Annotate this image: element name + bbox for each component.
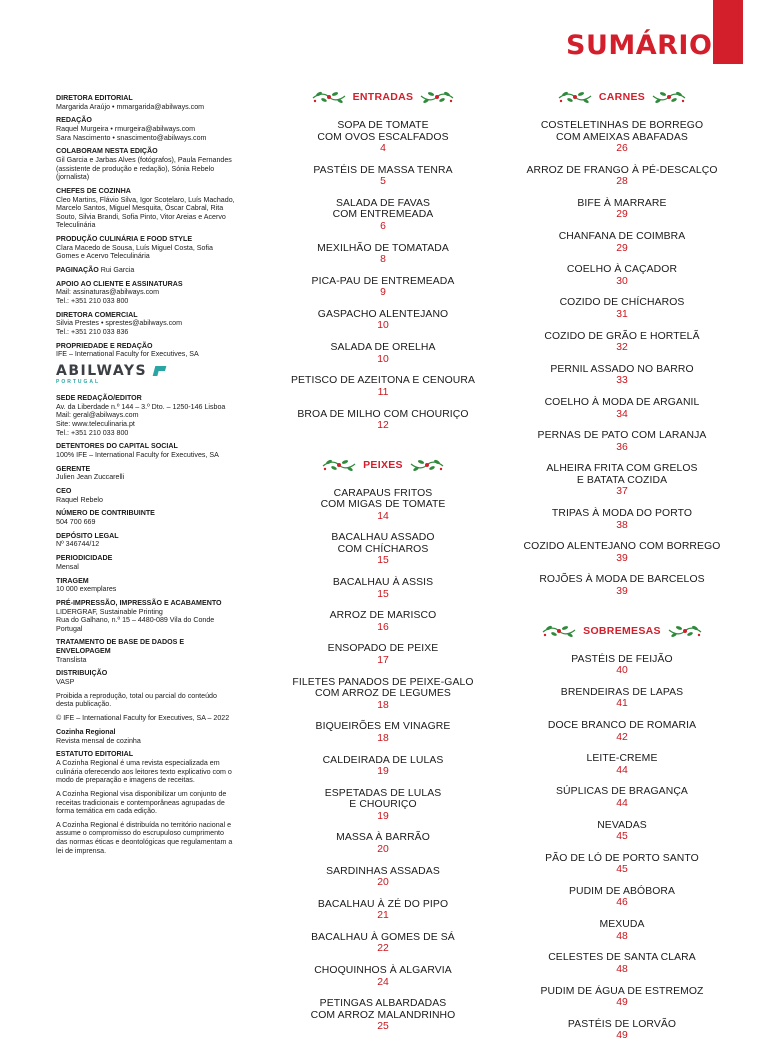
recipe-name: PASTÉIS DE LORVÃO bbox=[567, 1018, 677, 1030]
recipe-name: GASPACHO ALENTEJANO bbox=[317, 308, 449, 320]
masthead-block bbox=[56, 147, 236, 181]
toc-item bbox=[507, 654, 737, 677]
masthead-label: ESTATUTO EDITORIAL bbox=[56, 750, 134, 759]
toc-item bbox=[507, 853, 737, 876]
toc-item bbox=[507, 397, 737, 420]
masthead-label: DISTRIBUIÇÃO bbox=[56, 669, 108, 678]
recipe-name: BACALHAU ASSADO COM CHÍCHAROS bbox=[331, 532, 435, 555]
masthead-text: A Cozinha Regional é uma revista especializada em culinária oferecendo aos leitores texto explicativo com o modo de preparação e imagens de receitas. bbox=[56, 758, 232, 785]
recipe-name: SOPA DE TOMATE COM OVOS ESCALFADOS bbox=[317, 120, 449, 143]
page-title: SUMÁRIO bbox=[566, 30, 713, 61]
page-number: 28 bbox=[616, 176, 628, 188]
masthead-block bbox=[56, 790, 236, 816]
masthead-label: Cozinha Regional bbox=[56, 727, 116, 736]
masthead-text: Clara Macedo de Sousa, Luís Miguel Costa, Sofia Gomes e Acervo Teleculinária bbox=[56, 243, 213, 261]
recipe-name: CELESTES DE SANTA CLARA bbox=[548, 952, 696, 964]
page-number: 19 bbox=[377, 810, 389, 822]
page-number: 32 bbox=[616, 342, 628, 354]
toc-item bbox=[268, 309, 498, 332]
masthead-block bbox=[56, 554, 236, 571]
toc-column-1 bbox=[268, 86, 498, 1043]
page-number: 5 bbox=[380, 176, 386, 188]
toc-item bbox=[507, 919, 737, 942]
recipe-name: ALHEIRA FRITA COM GRELOS E BATATA COZIDA bbox=[546, 463, 698, 486]
masthead-label: TIRAGEM bbox=[56, 576, 89, 585]
page-number: 37 bbox=[616, 486, 628, 498]
masthead-block bbox=[56, 669, 236, 686]
recipe-name: SALADA DE ORELHA bbox=[330, 342, 436, 354]
recipe-name: PASTÉIS DE MASSA TENRA bbox=[313, 164, 453, 176]
toc-item bbox=[268, 610, 498, 633]
masthead-block bbox=[56, 280, 236, 306]
toc-item bbox=[268, 998, 498, 1033]
recipe-name: PASTÉIS DE FEIJÃO bbox=[571, 653, 673, 665]
masthead-block bbox=[56, 187, 236, 230]
masthead-block bbox=[56, 342, 236, 359]
masthead-block bbox=[56, 487, 236, 504]
masthead-block bbox=[56, 821, 236, 855]
masthead-block bbox=[56, 311, 236, 337]
recipe-name: MEXUDA bbox=[599, 919, 645, 931]
page-number: 24 bbox=[377, 976, 389, 988]
page-number: 12 bbox=[377, 420, 389, 431]
masthead-label: PRODUÇÃO CULINÁRIA E FOOD STYLE bbox=[56, 235, 193, 244]
recipe-name: PERNIL ASSADO NO BARRO bbox=[550, 363, 694, 375]
toc-item bbox=[507, 687, 737, 710]
masthead-block bbox=[56, 465, 236, 482]
masthead-label: DEPÓSITO LEGAL bbox=[56, 531, 119, 540]
page-number: 10 bbox=[377, 320, 389, 332]
masthead-text: Gil Garcia e Jarbas Alves (fotógrafos), Paula Fernandes (assistente de produção e redação), Sónia Rebelo (jornalista) bbox=[56, 155, 232, 182]
page-number: 33 bbox=[616, 375, 628, 387]
masthead-text: Margarida Araújo • mmargarida@abilways.com bbox=[56, 102, 205, 111]
page-number: 41 bbox=[616, 698, 628, 710]
toc-item bbox=[268, 488, 498, 523]
logo-sub: PORTUGAL bbox=[56, 379, 101, 386]
recipe-name: SARDINHAS ASSADAS bbox=[326, 865, 440, 877]
toc-item bbox=[507, 986, 737, 1009]
toc-item bbox=[507, 264, 737, 287]
toc-item bbox=[507, 297, 737, 320]
toc-item bbox=[268, 899, 498, 922]
masthead-block bbox=[56, 266, 236, 275]
masthead-text: Translista bbox=[56, 655, 87, 664]
masthead-text: IFE – International Faculty for Executives, SA bbox=[56, 350, 199, 359]
recipe-name: MASSA À BARRÃO bbox=[336, 832, 430, 844]
masthead-block bbox=[56, 394, 236, 437]
recipe-name: PUDIM DE ABÓBORA bbox=[568, 885, 676, 897]
page-number: 49 bbox=[616, 997, 628, 1008]
masthead bbox=[56, 94, 236, 860]
toc-item bbox=[268, 276, 498, 299]
recipe-name: PERNAS DE PATO COM LARANJA bbox=[537, 430, 707, 442]
toc-item bbox=[268, 788, 498, 823]
holly-ornament-icon bbox=[557, 89, 593, 105]
toc-item bbox=[507, 198, 737, 221]
toc-item bbox=[507, 574, 737, 597]
red-corner-bar bbox=[713, 0, 743, 64]
masthead-label: PRÉ-IMPRESSÃO, IMPRESSÃO E ACABAMENTO bbox=[56, 598, 222, 607]
page-number: 39 bbox=[616, 552, 628, 564]
holly-ornament-icon bbox=[541, 623, 577, 639]
page-number: 45 bbox=[616, 831, 628, 843]
masthead-text: © IFE – International Faculty for Executives, SA – 2022 bbox=[56, 714, 230, 723]
toc-item bbox=[507, 820, 737, 843]
page-number: 4 bbox=[380, 143, 386, 154]
section-title: ENTRADAS bbox=[352, 91, 414, 103]
page-number: 49 bbox=[616, 1030, 628, 1042]
page-number: 18 bbox=[377, 732, 389, 744]
recipe-name: FILETES PANADOS DE PEIXE-GALO COM ARROZ DE LEGUMES bbox=[292, 676, 474, 700]
toc-item bbox=[268, 965, 498, 988]
masthead-block bbox=[56, 116, 236, 142]
toc-item bbox=[268, 532, 498, 567]
masthead-block bbox=[56, 714, 236, 723]
masthead-text: Mensal bbox=[56, 562, 79, 571]
masthead-block bbox=[56, 509, 236, 526]
toc-item bbox=[507, 786, 737, 809]
page-number: 19 bbox=[377, 766, 389, 777]
toc-item bbox=[268, 165, 498, 188]
page-number: 8 bbox=[380, 254, 386, 266]
page-number: 44 bbox=[616, 797, 628, 809]
toc-item bbox=[507, 364, 737, 387]
page-number: 11 bbox=[377, 386, 389, 398]
masthead-label: CHEFES DE COZINHA bbox=[56, 186, 131, 195]
masthead-text: Mail: assinaturas@abilways.com Tel.: +351 210 033 800 bbox=[56, 288, 160, 305]
masthead-label: SEDE REDAÇÃO/EDITOR bbox=[56, 394, 142, 403]
recipe-name: PUDIM DE ÁGUA DE ESTREMOZ bbox=[540, 985, 704, 997]
toc-column-2 bbox=[507, 86, 737, 1052]
page-number: 15 bbox=[377, 555, 389, 567]
recipe-name: PETINGAS ALBARDADAS COM ARROZ MALANDRINHO bbox=[310, 998, 456, 1021]
masthead-label: TRATAMENTO DE BASE DE DADOS E ENVELOPAGEM bbox=[56, 638, 185, 656]
toc-item bbox=[268, 243, 498, 266]
section-header bbox=[507, 86, 737, 108]
toc-item bbox=[507, 1019, 737, 1042]
masthead-label: APOIO AO CLIENTE E ASSINATURAS bbox=[56, 279, 183, 288]
page-number: 14 bbox=[377, 510, 389, 522]
masthead-text: VASP bbox=[56, 678, 75, 687]
page-number: 48 bbox=[616, 963, 628, 975]
masthead-block bbox=[56, 577, 236, 594]
recipe-name: MEXILHÃO DE TOMATADA bbox=[317, 242, 449, 254]
recipe-name: COZIDO ALENTEJANO COM BORREGO bbox=[523, 541, 721, 553]
page-number: 26 bbox=[616, 143, 628, 154]
recipe-name: ENSOPADO DE PEIXE bbox=[327, 643, 439, 655]
recipe-name: BACALHAU À ASSIS bbox=[332, 577, 434, 589]
section-header bbox=[268, 86, 498, 108]
masthead-text: LIDERGRAF, Sustainable Printing Rua do Galhano, n.º 15 – 4480-089 Vila do Conde Portugal bbox=[56, 607, 215, 633]
toc-item bbox=[507, 508, 737, 531]
section-spacer bbox=[507, 608, 737, 620]
masthead-label: DIRETORA COMERCIAL bbox=[56, 310, 138, 319]
toc-item bbox=[507, 165, 737, 188]
masthead-label: CEO bbox=[56, 487, 72, 496]
holly-ornament-icon bbox=[419, 89, 455, 105]
recipe-name: CHOQUINHOS À ALGARVIA bbox=[314, 965, 452, 977]
masthead-block bbox=[56, 442, 236, 459]
page-number: 30 bbox=[616, 275, 628, 287]
toc-item bbox=[507, 720, 737, 743]
recipe-name: PICA-PAU DE ENTREMEADA bbox=[311, 275, 455, 287]
masthead-block bbox=[56, 750, 236, 784]
toc-item bbox=[268, 721, 498, 744]
page-number: 42 bbox=[616, 731, 628, 743]
page-number: 25 bbox=[377, 1021, 389, 1033]
toc-item bbox=[268, 375, 498, 398]
abilways-logo bbox=[56, 364, 236, 388]
masthead-label: NÚMERO DE CONTRIBUINTE bbox=[56, 509, 155, 518]
masthead-text: Cleo Martins, Flávio Silva, Igor Scotelaro, Luís Machado, Marcelo Santos, Miguel Mesquita, Óscar Cabral, Rita Souto, Silvia Brandi, Sofia Pinto, Vitor Areias e Acervo Teleculinária bbox=[56, 195, 235, 230]
page-number: 34 bbox=[616, 408, 628, 420]
page-number: 29 bbox=[616, 242, 628, 254]
toc-item bbox=[268, 120, 498, 155]
page-number: 48 bbox=[616, 930, 628, 942]
toc-item bbox=[268, 832, 498, 855]
masthead-label: DETENTORES DO CAPITAL SOCIAL bbox=[56, 442, 178, 451]
page-number: 10 bbox=[377, 353, 389, 365]
toc-item bbox=[507, 753, 737, 776]
holly-ornament-icon bbox=[651, 89, 687, 105]
page-number: 46 bbox=[616, 897, 628, 909]
page-number: 9 bbox=[380, 287, 386, 299]
section-title: SOBREMESAS bbox=[583, 624, 661, 637]
masthead-text: Raquel Murgeira • rmurgeira@abilways.com Sara Nascimento • snascimento@abilways.com bbox=[56, 124, 207, 142]
masthead-text: Raquel Rebelo bbox=[56, 495, 103, 504]
masthead-block bbox=[56, 638, 236, 664]
toc-item bbox=[268, 342, 498, 365]
page-number: 22 bbox=[377, 943, 389, 955]
toc-item bbox=[268, 409, 498, 432]
page-number: 39 bbox=[616, 585, 628, 597]
masthead-text: Rui Garcia bbox=[98, 266, 135, 275]
recipe-name: PETISCO DE AZEITONA E CENOURA bbox=[290, 375, 475, 387]
recipe-name: COZIDO DE GRÃO E HORTELÃ bbox=[544, 330, 700, 342]
recipe-name: CARAPAUS FRITOS COM MIGAS DE TOMATE bbox=[320, 487, 446, 511]
toc-item bbox=[268, 677, 498, 712]
logo-flag-notch bbox=[157, 371, 165, 376]
recipe-name: COELHO À MODA DE ARGANIL bbox=[544, 397, 700, 408]
page-number: 20 bbox=[377, 877, 389, 889]
masthead-text: Av. da Liberdade n.º 144 – 3.º Dto. – 1250-146 Lisboa Mail: geral@abilways.com Site: www.teleculinaria.pt Tel.: +351 210 033 800 bbox=[56, 402, 226, 437]
masthead-text: A Cozinha Regional visa disponibilizar um conjunto de receitas tradicionais e contemporâneas agrupadas de forma temática em cada edição. bbox=[56, 789, 227, 816]
recipe-name: COZIDO DE CHÍCHAROS bbox=[559, 297, 685, 309]
masthead-block bbox=[56, 532, 236, 549]
page-number: 15 bbox=[377, 588, 389, 600]
toc-item bbox=[268, 932, 498, 955]
holly-ornament-icon bbox=[311, 89, 347, 105]
recipe-name: BROA DE MILHO COM CHOURIÇO bbox=[297, 408, 469, 420]
toc-item bbox=[507, 463, 737, 498]
page-number: 6 bbox=[380, 220, 386, 232]
holly-ornament-icon bbox=[321, 457, 357, 473]
page-number: 18 bbox=[377, 699, 389, 711]
page-number: 20 bbox=[377, 843, 389, 855]
masthead-label: GERENTE bbox=[56, 464, 91, 473]
page-number: 17 bbox=[377, 654, 389, 666]
toc-item bbox=[268, 755, 498, 778]
masthead-text: 100% IFE – International Faculty for Executives, SA bbox=[56, 450, 219, 459]
section-spacer bbox=[268, 442, 498, 454]
recipe-name: COELHO À CAÇADOR bbox=[566, 264, 678, 276]
recipe-name: COSTELETINHAS DE BORREGO COM AMEIXAS ABAFADAS bbox=[540, 120, 704, 143]
recipe-name: CALDEIRADA DE LULAS bbox=[322, 754, 444, 766]
page-number: 16 bbox=[377, 621, 389, 633]
toc-item bbox=[268, 577, 498, 600]
masthead-label: PERIODICIDADE bbox=[56, 554, 113, 563]
recipe-name: DOCE BRANCO DE ROMARIA bbox=[547, 720, 697, 731]
masthead-text: Proibida a reprodução, total ou parcial do conteúdo desta publicação. bbox=[56, 691, 217, 709]
recipe-name: PÃO DE LÓ DE PORTO SANTO bbox=[545, 852, 699, 864]
toc-item bbox=[507, 120, 737, 155]
toc-item bbox=[507, 231, 737, 254]
masthead-text: A Cozinha Regional é distribuída no território nacional e assume o compromisso do escrupuloso cumprimento das normas éticas e deontológicas que regulamentam a lei de imprensa. bbox=[56, 820, 233, 855]
page-number: 21 bbox=[377, 910, 389, 922]
logo-name: ABILWAYS bbox=[56, 363, 148, 380]
masthead-label: COLABORAM NESTA EDIÇÃO bbox=[56, 147, 158, 156]
page-number: 36 bbox=[616, 441, 628, 453]
recipe-name: LEITE-CREME bbox=[586, 753, 658, 765]
recipe-name: BIFE À MARRARE bbox=[577, 197, 667, 209]
recipe-name: BRENDEIRAS DE LAPAS bbox=[560, 686, 684, 698]
masthead-block bbox=[56, 235, 236, 261]
recipe-name: ARROZ DE FRANGO À PÉ-DESCALÇO bbox=[526, 164, 718, 176]
recipe-name: ROJÕES À MODA DE BARCELOS bbox=[539, 574, 705, 586]
masthead-label: REDAÇÃO bbox=[56, 116, 92, 125]
masthead-block bbox=[56, 728, 236, 745]
page-number: 45 bbox=[616, 864, 628, 876]
page-number: 40 bbox=[616, 665, 628, 677]
section-header bbox=[507, 620, 737, 642]
toc-item bbox=[507, 886, 737, 909]
masthead-text: Silvia Prestes • sprestes@abilways.com Tel.: +351 210 033 836 bbox=[56, 319, 182, 336]
toc-item bbox=[268, 198, 498, 233]
recipe-name: BACALHAU À GOMES DE SÁ bbox=[311, 931, 455, 943]
masthead-text: Nº 346744/12 bbox=[56, 540, 100, 549]
page-number: 29 bbox=[616, 209, 628, 221]
section-header bbox=[268, 454, 498, 476]
section-title: CARNES bbox=[598, 91, 646, 103]
recipe-name: CHANFANA DE COIMBRA bbox=[558, 231, 686, 243]
toc-item bbox=[268, 866, 498, 889]
recipe-name: TRIPAS À MODA DO PORTO bbox=[551, 508, 693, 520]
masthead-label: PROPRIEDADE E REDAÇÃO bbox=[56, 341, 153, 350]
masthead-text: 10 000 exemplares bbox=[56, 585, 117, 594]
section-title: PEIXES bbox=[363, 458, 403, 471]
holly-ornament-icon bbox=[667, 623, 703, 639]
recipe-name: ESPETADAS DE LULAS E CHOURIÇO bbox=[324, 787, 442, 811]
recipe-name: NEVADAS bbox=[597, 819, 647, 831]
toc-item bbox=[268, 643, 498, 666]
page-number: 31 bbox=[616, 308, 628, 320]
recipe-name: SALADA DE FAVAS COM ENTREMEADA bbox=[332, 197, 434, 221]
toc-item bbox=[507, 541, 737, 564]
toc-item bbox=[507, 430, 737, 453]
masthead-text: 504 700 669 bbox=[56, 518, 96, 526]
masthead-block bbox=[56, 599, 236, 633]
masthead-block bbox=[56, 692, 236, 709]
masthead-label: PAGINAÇÃO bbox=[56, 266, 99, 275]
masthead-text: Julien Jean Zuccarelli bbox=[56, 473, 125, 482]
recipe-name: ARROZ DE MARISCO bbox=[329, 610, 437, 622]
page-number: 38 bbox=[616, 519, 628, 531]
recipe-name: BIQUEIRÕES EM VINAGRE bbox=[315, 721, 451, 733]
masthead-block bbox=[56, 94, 236, 111]
page-number: 44 bbox=[616, 764, 628, 776]
toc-item bbox=[507, 331, 737, 354]
toc-item bbox=[507, 952, 737, 975]
recipe-name: BACALHAU À ZÉ DO PIPO bbox=[317, 898, 449, 910]
recipe-name: SÚPLICAS DE BRAGANÇA bbox=[556, 786, 688, 798]
holly-ornament-icon bbox=[409, 457, 445, 473]
masthead-text: Revista mensal de cozinha bbox=[56, 736, 141, 745]
masthead-label: DIRETORA EDITORIAL bbox=[56, 94, 133, 102]
